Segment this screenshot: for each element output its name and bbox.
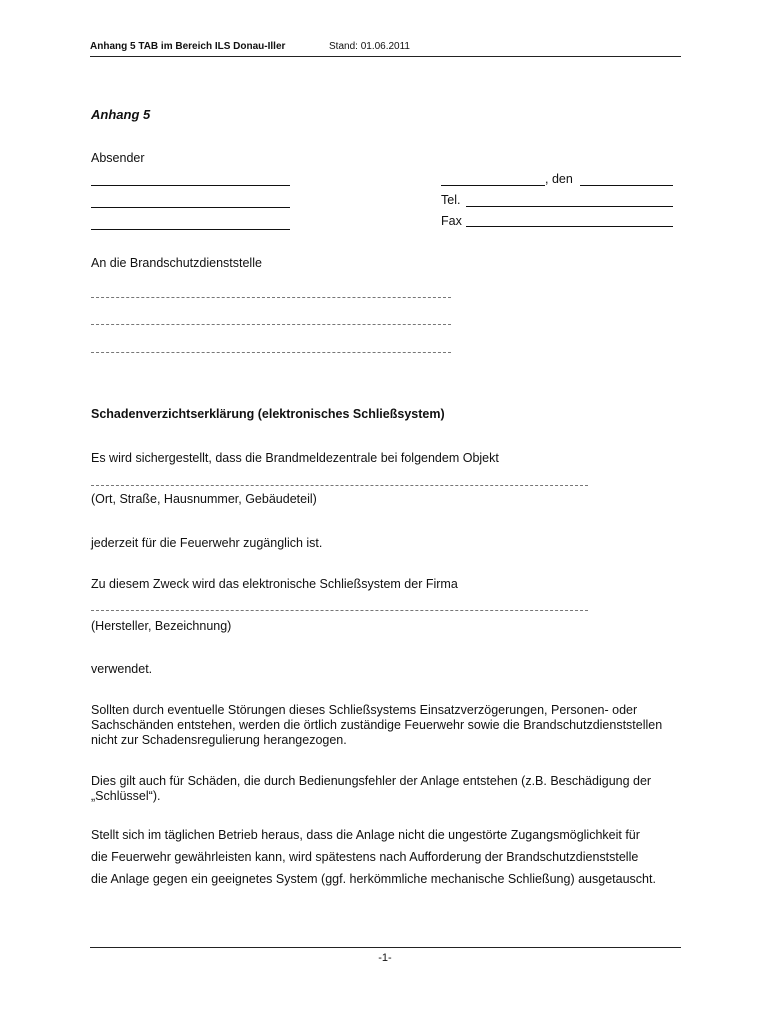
manufacturer-hint: (Hersteller, Bezeichnung) <box>91 619 232 633</box>
paragraph-replacement-line-1: Stellt sich im täglichen Betrieb heraus, dass die Anlage nicht die ungestörte Zugangsmöglichkeit für <box>91 828 640 842</box>
fax-label: Fax <box>441 214 462 228</box>
used-text: verwendet. <box>91 662 153 676</box>
date-line[interactable] <box>580 185 673 186</box>
den-label: , den <box>545 172 573 186</box>
recipient-line-1[interactable] <box>91 297 451 298</box>
intro-text: Es wird sichergestellt, dass die Brandmeldezentrale bei folgendem Objekt <box>91 451 499 465</box>
section-title: Schadenverzichtserklärung (elektronisches Schließsystem) <box>91 407 445 421</box>
sender-line-2[interactable] <box>91 207 290 208</box>
tel-line[interactable] <box>466 206 673 207</box>
place-line[interactable] <box>441 185 545 186</box>
footer-rule <box>90 947 681 948</box>
object-line[interactable] <box>91 485 588 486</box>
recipient-line-3[interactable] <box>91 352 451 353</box>
sender-label: Absender <box>91 151 145 165</box>
purpose-text: Zu diesem Zweck wird das elektronische Schließsystem der Firma <box>91 577 458 591</box>
paragraph-operating-errors: Dies gilt auch für Schäden, die durch Bedienungsfehler der Anlage entstehen (z.B. Beschädigung der „Schlüssel“). <box>91 774 652 803</box>
sender-line-1[interactable] <box>91 185 290 186</box>
sender-line-3[interactable] <box>91 229 290 230</box>
fax-line[interactable] <box>466 226 673 227</box>
paragraph-replacement-line-2: die Feuerwehr gewährleisten kann, wird spätestens nach Aufforderung der Brandschutzdienststelle <box>91 850 639 864</box>
recipient-line-2[interactable] <box>91 324 451 325</box>
manufacturer-line[interactable] <box>91 610 588 611</box>
page-number: -1- <box>378 952 392 964</box>
doc-title: Anhang 5 <box>91 107 151 122</box>
header-left: Anhang 5 TAB im Bereich ILS Donau-Iller <box>90 41 286 52</box>
header-date: Stand: 01.06.2011 <box>329 41 410 52</box>
access-text: jederzeit für die Feuerwehr zugänglich ist. <box>91 536 323 550</box>
paragraph-replacement-line-3: die Anlage gegen ein geeignetes System (ggf. herkömmliche mechanische Schließung) ausgetauscht. <box>91 872 656 886</box>
tel-label: Tel. <box>441 193 461 207</box>
recipient-label: An die Brandschutzdienststelle <box>91 256 262 270</box>
location-hint: (Ort, Straße, Hausnummer, Gebäudeteil) <box>91 492 317 506</box>
paragraph-damages: Sollten durch eventuelle Störungen dieses Schließsystems Einsatzverzögerungen, Personen- oder Sachschänden entstehen, werden die örtlich zuständige Feuerwehr sowie die Brandschutzdienststellen nicht zur Schadensregulierung herangezogen. <box>91 703 663 747</box>
header-rule <box>90 56 681 57</box>
